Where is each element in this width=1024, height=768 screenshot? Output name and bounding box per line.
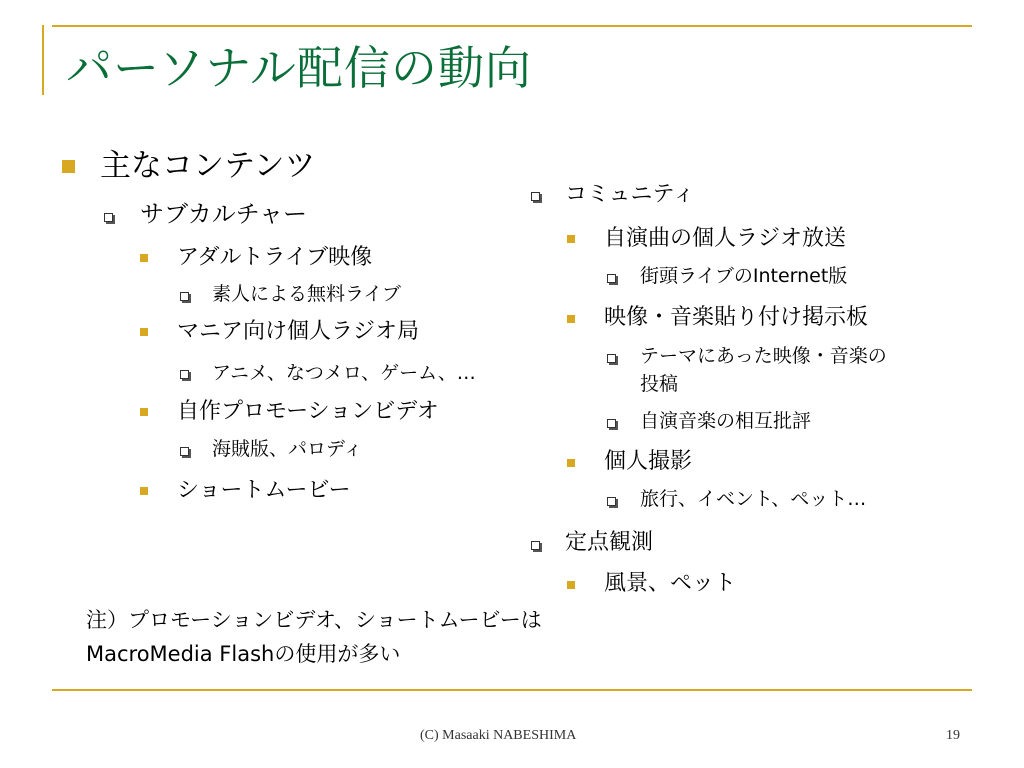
slide-title: パーソナル配信の動向 <box>66 41 532 95</box>
community-heading: コミュニティ <box>565 182 695 207</box>
list-item: アニメ、なつメロ、ゲーム、… <box>212 362 476 384</box>
note-line-1: 注）プロモーションビデオ、ショートムービーは <box>86 608 542 632</box>
list-item-continuation: 投稿 <box>640 373 679 395</box>
list-item: 自作プロモーションビデオ <box>177 399 439 424</box>
list-item: 自演曲の個人ラジオ放送 <box>604 226 847 251</box>
subculture-heading: サブカルチャー <box>140 200 308 228</box>
box-bullet-icon <box>180 447 189 456</box>
list-item: 旅行、イベント、ペット… <box>640 488 867 510</box>
box-bullet-icon <box>607 274 616 283</box>
list-item: 自演音楽の相互批評 <box>640 410 812 432</box>
square-bullet-icon <box>140 487 148 495</box>
list-item: マニア向け個人ラジオ局 <box>177 319 420 344</box>
list-item: 映像・音楽貼り付け掲示板 <box>604 305 869 330</box>
list-item: 街頭ライブのInternet版 <box>640 265 848 287</box>
footer-copyright: (C) Masaaki NABESHIMA <box>420 728 577 743</box>
square-bullet-icon <box>140 408 148 416</box>
main-contents-heading: 主なコンテンツ <box>100 148 316 184</box>
box-bullet-icon <box>607 497 616 506</box>
square-bullet-icon <box>140 328 148 336</box>
list-item: テーマにあった映像・音楽の <box>640 345 887 367</box>
box-bullet-icon <box>607 419 616 428</box>
note-line-2: MacroMedia Flashの使用が多い <box>86 642 401 666</box>
page-number: 19 <box>946 728 960 743</box>
list-item: ショートムービー <box>177 478 351 503</box>
list-item: 風景、ペット <box>604 571 737 596</box>
list-item: 素人による無料ライブ <box>212 283 401 305</box>
frame-left-line <box>42 25 44 95</box>
box-bullet-icon <box>607 354 616 363</box>
box-bullet-icon <box>531 541 540 550</box>
square-bullet-icon <box>567 235 575 243</box>
list-item: 海賊版、パロディ <box>212 438 363 460</box>
frame-bottom-line <box>52 689 972 691</box>
square-bullet-icon <box>567 315 575 323</box>
square-bullet-icon <box>62 160 75 173</box>
square-bullet-icon <box>567 459 575 467</box>
box-bullet-icon <box>531 192 540 201</box>
box-bullet-icon <box>180 292 189 301</box>
list-item: 個人撮影 <box>604 449 693 474</box>
fixed-point-heading: 定点観測 <box>565 530 654 555</box>
box-bullet-icon <box>180 370 189 379</box>
list-item: アダルトライブ映像 <box>177 245 373 270</box>
square-bullet-icon <box>140 254 148 262</box>
box-bullet-icon <box>104 213 113 222</box>
frame-top-line <box>52 25 972 27</box>
square-bullet-icon <box>567 581 575 589</box>
